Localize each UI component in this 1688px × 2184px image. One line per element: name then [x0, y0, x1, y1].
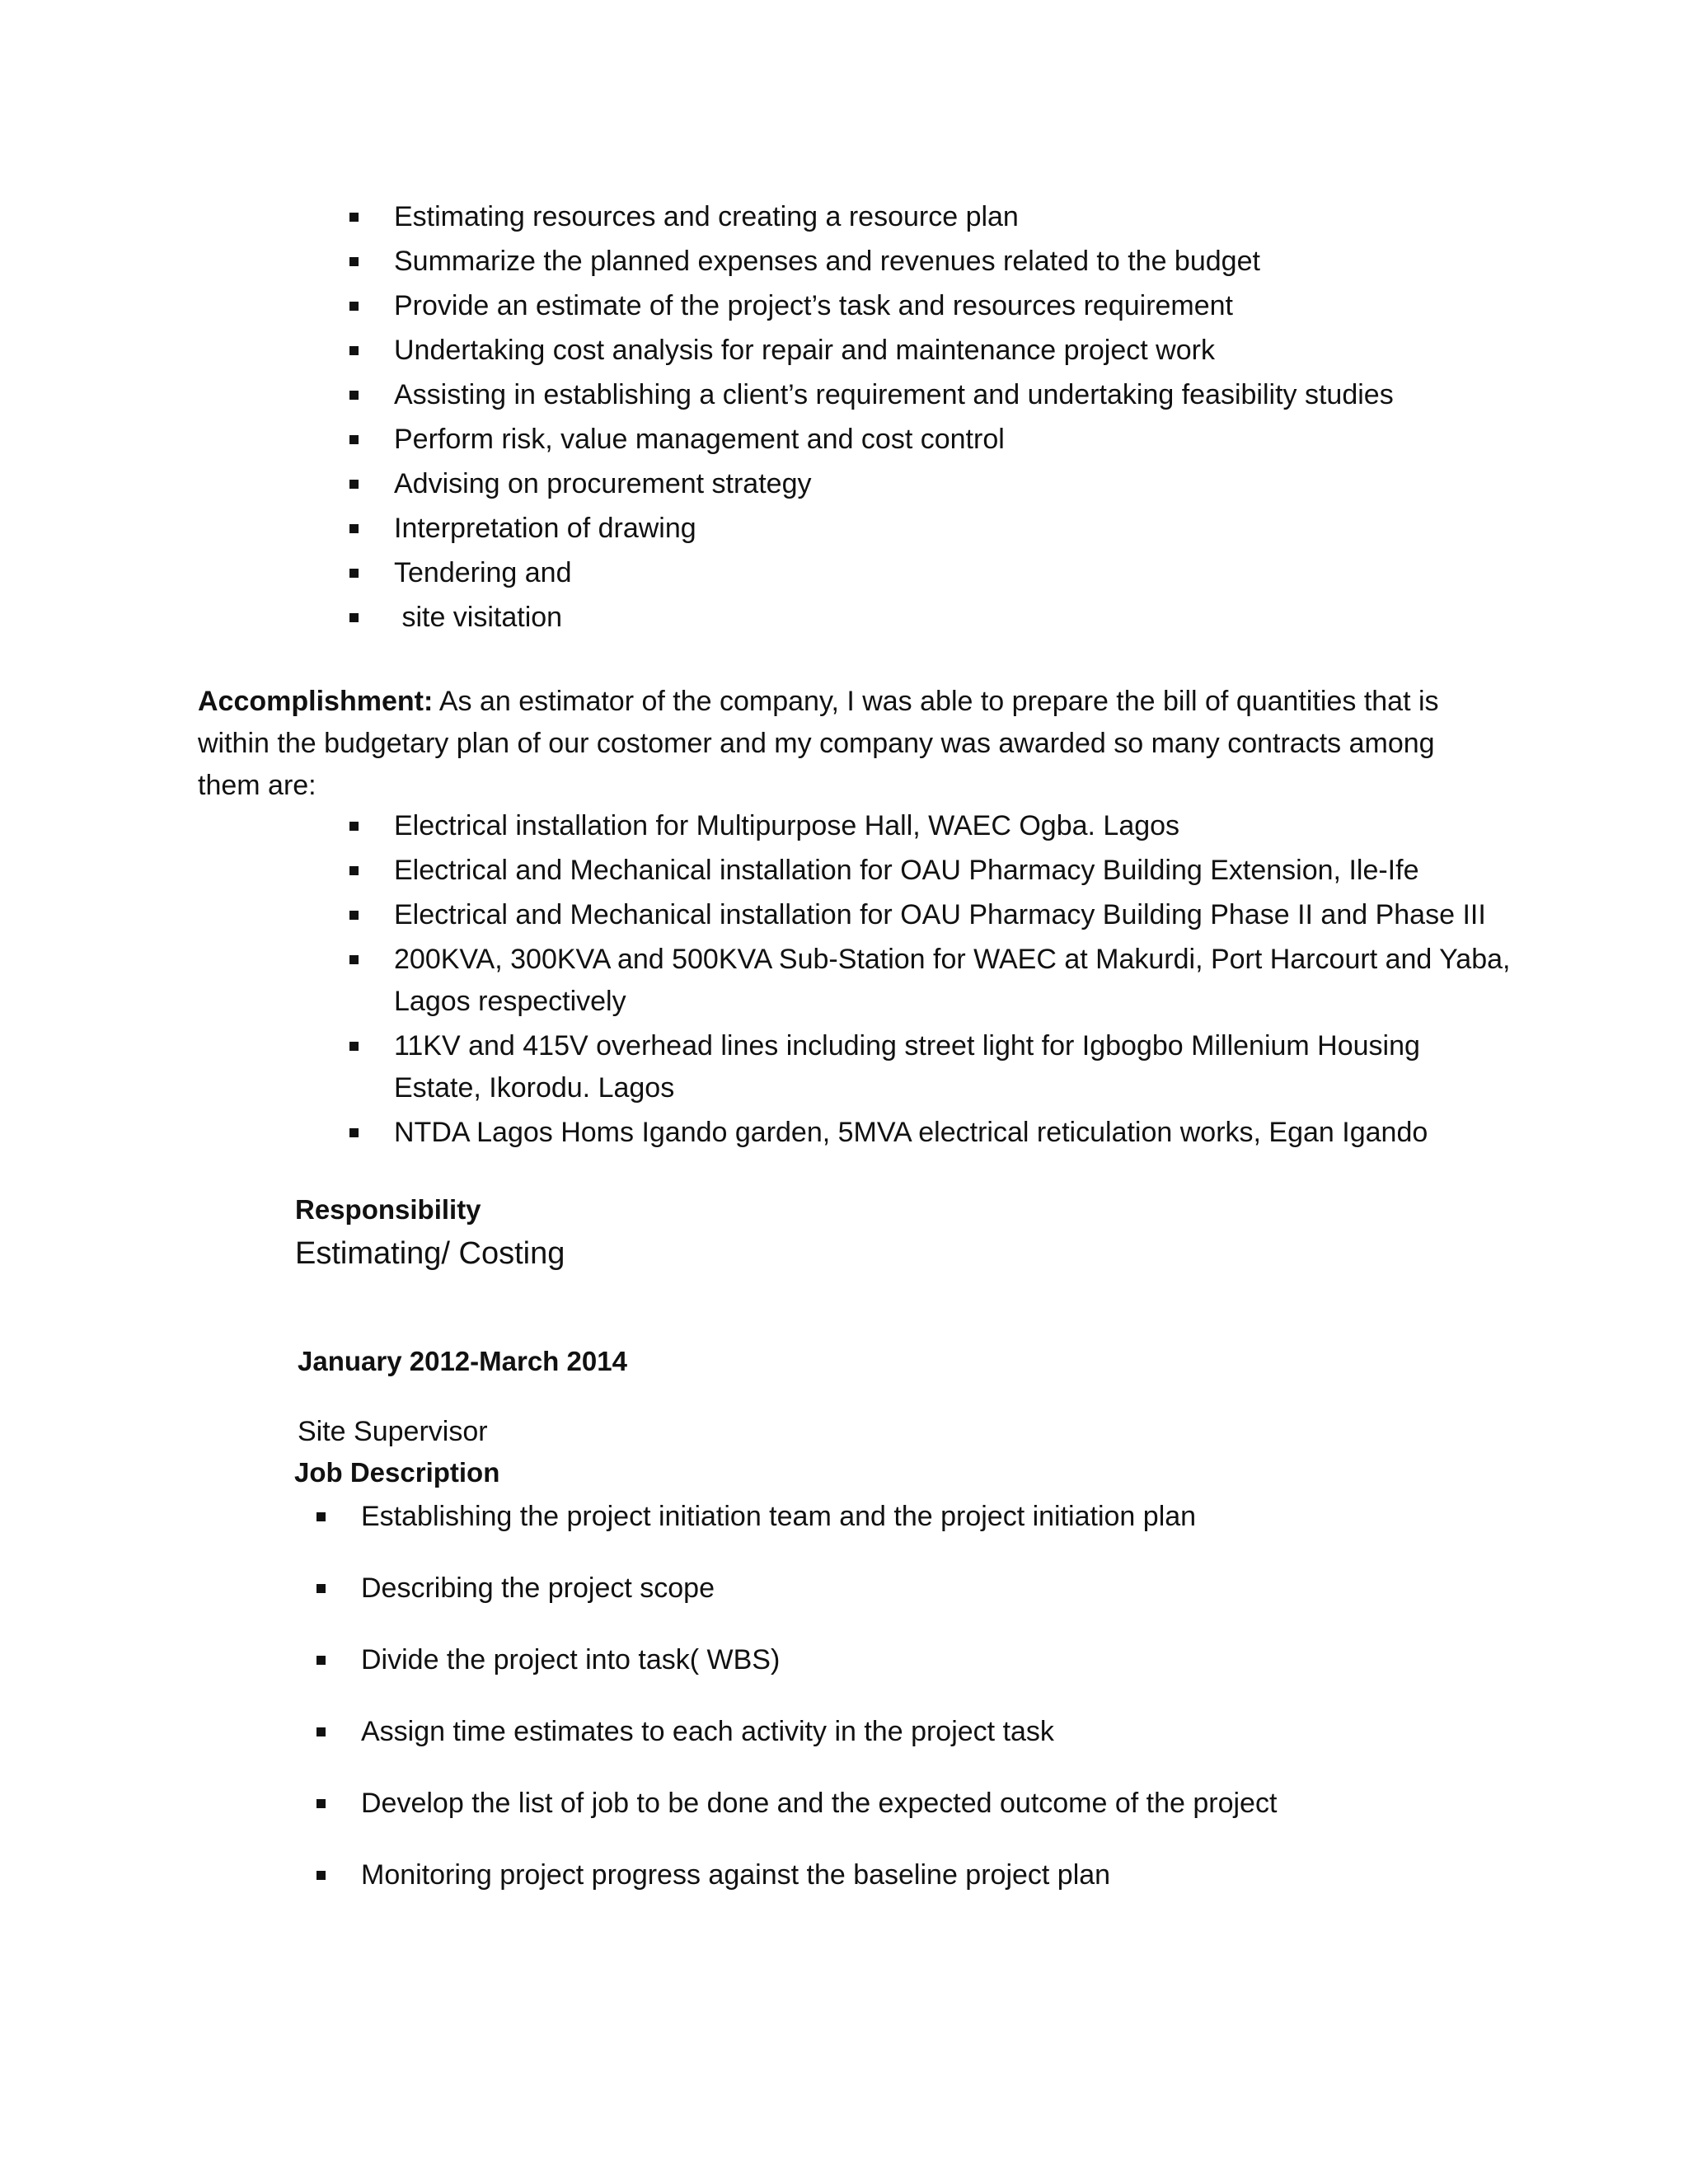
list-item — [394, 894, 1515, 936]
responsibility-heading: Responsibility — [295, 1194, 481, 1225]
list-item — [394, 196, 1548, 241]
list-item-text: Provide an estimate of the project’s task and resources requirement — [394, 290, 1234, 321]
list-item-text: Estimating resources and creating a resource plan — [394, 201, 1019, 232]
list-item-text: Assign time estimates to each activity in the project task — [361, 1716, 1054, 1747]
square-bullet-icon — [349, 213, 359, 222]
square-bullet-icon — [316, 1656, 326, 1665]
list-item — [361, 1711, 1515, 1783]
role-title: Site Supervisor — [298, 1416, 488, 1447]
list-item — [361, 1854, 1515, 1926]
square-bullet-icon — [349, 613, 359, 622]
list-item — [394, 1112, 1515, 1154]
accomplishment-label: Accomplishment: — [198, 686, 434, 717]
list-item — [394, 330, 1548, 374]
list-item-text: Monitoring project progress against the baseline project plan — [361, 1859, 1111, 1891]
square-bullet-icon — [316, 1871, 326, 1880]
job-description-heading: Job Description — [294, 1457, 500, 1488]
list-item — [361, 1639, 1515, 1711]
list-item — [394, 463, 1548, 508]
square-bullet-icon — [316, 1584, 326, 1593]
square-bullet-icon — [349, 955, 359, 964]
list-item-text: Develop the list of job to be done and the expected outcome of the project — [361, 1788, 1278, 1819]
square-bullet-icon — [349, 302, 359, 311]
list-item — [394, 939, 1515, 1023]
square-bullet-icon — [349, 480, 359, 489]
responsibility-value: Estimating/ Costing — [295, 1236, 565, 1271]
list-item-text: Undertaking cost analysis for repair and maintenance project work — [394, 335, 1215, 366]
square-bullet-icon — [349, 911, 359, 920]
list-item-text: 11KV and 415V overhead lines including street light for Igbogbo Millenium Housing Estate, Ikorodu. Lagos — [394, 1030, 1420, 1104]
square-bullet-icon — [349, 1128, 359, 1137]
list-item — [394, 285, 1548, 330]
square-bullet-icon — [349, 569, 359, 578]
list-item — [394, 597, 1548, 641]
list-item-text: Electrical and Mechanical installation for OAU Pharmacy Building Phase II and Phase III — [394, 899, 1486, 930]
list-item — [361, 1783, 1515, 1854]
list-item-text: Describing the project scope — [361, 1572, 715, 1604]
list-item — [361, 1568, 1515, 1639]
square-bullet-icon — [349, 257, 359, 266]
list-item-text: Establishing the project initiation team and the project initiation plan — [361, 1501, 1197, 1532]
list-item-text: NTDA Lagos Homs Igando garden, 5MVA electrical reticulation works, Egan Igando — [394, 1117, 1428, 1148]
list-item — [361, 1496, 1515, 1568]
accomplishment-text: As an estimator of the company, I was able to prepare the bill of quantities that is within the budgetary plan of our costomer and my company was awarded so many contracts among them are: — [198, 686, 1439, 801]
list-item — [394, 241, 1548, 285]
list-item — [394, 374, 1548, 419]
list-item — [394, 508, 1548, 552]
square-bullet-icon — [349, 866, 359, 875]
list-item-text: Interpretation of drawing — [394, 513, 696, 544]
square-bullet-icon — [349, 1042, 359, 1051]
list-item-text: Summarize the planned expenses and revenues related to the budget — [394, 246, 1260, 277]
list-item-text: Tendering and — [394, 557, 572, 588]
square-bullet-icon — [316, 1512, 326, 1521]
job-description-list — [361, 1496, 1515, 1926]
list-item — [394, 850, 1515, 892]
list-item-text: Divide the project into task( WBS) — [361, 1644, 781, 1675]
square-bullet-icon — [349, 435, 359, 444]
list-item-text: Perform risk, value management and cost control — [394, 424, 1005, 455]
list-item — [394, 1025, 1515, 1109]
duties-list — [394, 196, 1548, 641]
list-item — [394, 552, 1548, 597]
list-item-text: Assisting in establishing a client’s requirement and undertaking feasibility studies — [394, 379, 1394, 410]
square-bullet-icon — [349, 524, 359, 533]
list-item-text: Advising on procurement strategy — [394, 468, 812, 499]
square-bullet-icon — [316, 1727, 326, 1736]
contracts-list — [394, 805, 1515, 1156]
list-item-text: Electrical and Mechanical installation for OAU Pharmacy Building Extension, Ile-Ife — [394, 855, 1419, 886]
square-bullet-icon — [316, 1799, 326, 1808]
list-item-text: site visitation — [394, 602, 563, 633]
list-item-text: 200KVA, 300KVA and 500KVA Sub-Station for WAEC at Makurdi, Port Harcourt and Yaba, Lagos respectively — [394, 944, 1511, 1017]
square-bullet-icon — [349, 822, 359, 831]
accomplishment-paragraph — [198, 681, 1484, 807]
square-bullet-icon — [349, 346, 359, 355]
list-item — [394, 419, 1548, 463]
list-item-text: Electrical installation for Multipurpose Hall, WAEC Ogba. Lagos — [394, 810, 1180, 841]
list-item — [394, 805, 1515, 847]
employment-period: January 2012-March 2014 — [298, 1346, 627, 1376]
square-bullet-icon — [349, 391, 359, 400]
